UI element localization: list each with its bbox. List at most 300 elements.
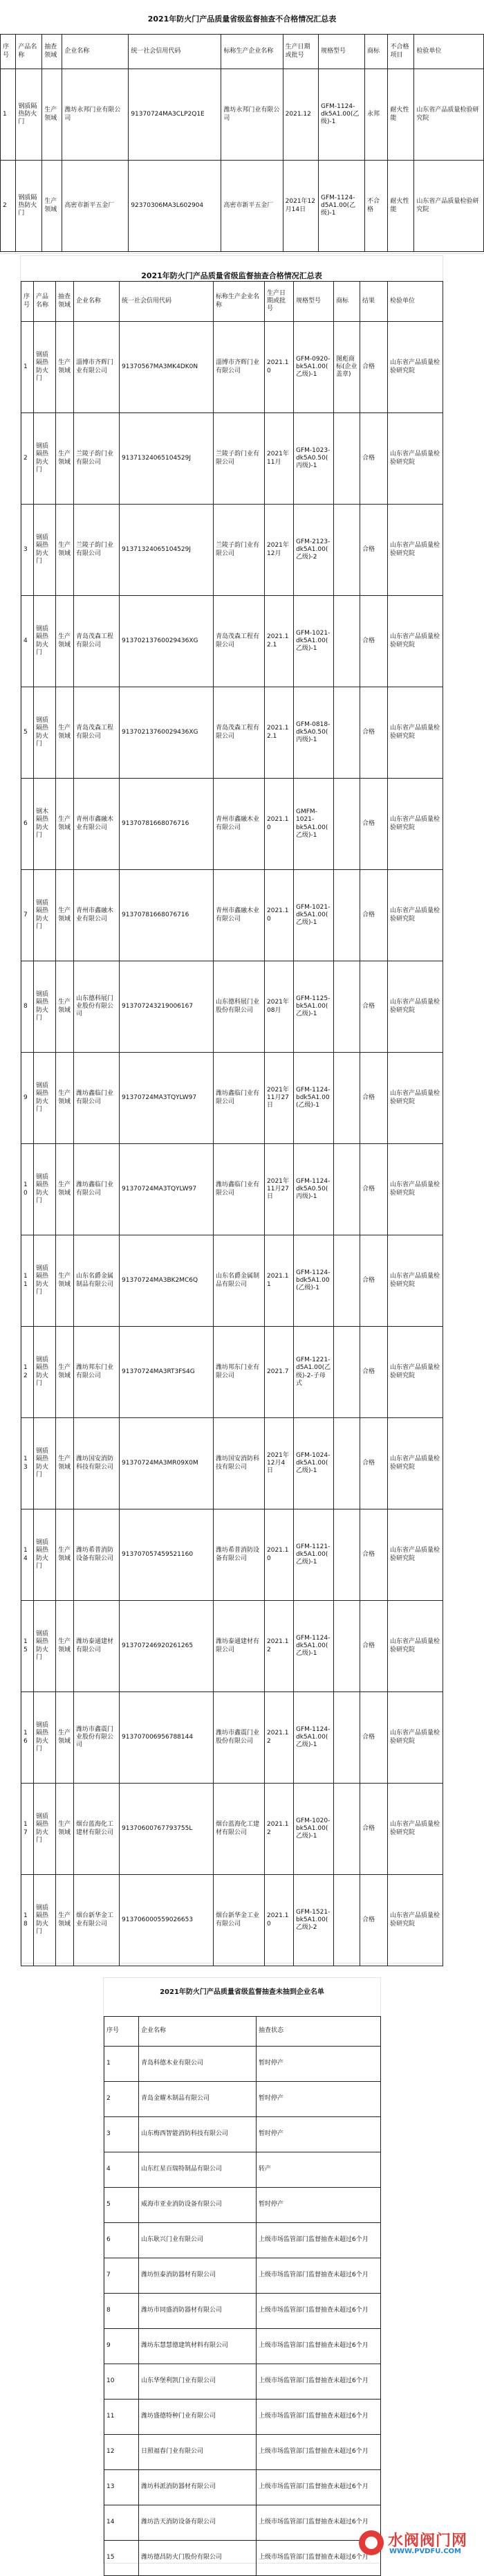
unqualified-summary-table <box>0 34 484 252</box>
table-header-row <box>1 35 484 69</box>
site-watermark <box>359 2526 480 2559</box>
table-cell: 山东省产品质量检验研究院 <box>388 1509 443 1601</box>
table-row <box>104 2505 381 2541</box>
table-row <box>21 1601 443 1692</box>
table-cell: GFM-1124-dk5A1.00(乙级)-1 <box>319 69 365 161</box>
table-cell: 91370781668076716 <box>120 779 214 870</box>
table-cell <box>334 1784 360 1875</box>
table-cell: 2021年11月 <box>265 413 294 505</box>
table-cell: 山东名爵金属制品有限公司 <box>74 1235 120 1327</box>
table-row <box>21 596 443 687</box>
table-cell: 91371324065104529J <box>120 413 214 505</box>
table-cell: 2021.11 <box>265 1235 294 1327</box>
table-cell: 2021.12.1 <box>265 596 294 687</box>
column-header: 抽查领域 <box>56 282 74 322</box>
column-header: 抽查领域 <box>42 35 62 69</box>
table-cell: 山东耿兴门业有限公司 <box>139 2223 257 2258</box>
table-cell: 钢质隔热防火门 <box>34 1053 56 1144</box>
table-cell: 913707243219006167 <box>120 961 214 1053</box>
table-cell: 上级市场监管部门监督抽查未超过6个月 <box>257 2329 381 2364</box>
column-header: 商标 <box>364 35 387 69</box>
table-cell: 生产领域 <box>56 596 74 687</box>
table-cell: 上级市场监管部门监督抽查未超过6个月 <box>257 2435 381 2470</box>
unqualified-summary-section <box>0 0 484 253</box>
table-cell: 钢质隔热防火门 <box>34 413 56 505</box>
table-cell: 14 <box>21 1509 34 1601</box>
table-cell: 永邦 <box>364 69 387 161</box>
table-cell: 生产领域 <box>56 1692 74 1784</box>
table-cell: 日照福春门业有限公司 <box>139 2435 257 2470</box>
column-header: 商标 <box>334 282 360 322</box>
table-cell: 潍坊希普消防设备有限公司 <box>214 1509 265 1601</box>
column-header: 企业名称 <box>139 2017 257 2047</box>
table-cell: 山东省产品质量检验研究院 <box>388 1418 443 1509</box>
table-row <box>104 2152 381 2188</box>
table-cell: 潍坊浩天消防设备有限公司 <box>139 2505 257 2541</box>
table-cell: 合格 <box>360 1053 388 1144</box>
table-row <box>1 69 484 161</box>
column-header: 抽查状态 <box>257 2017 381 2047</box>
qualified-summary-title: 2021年防火门产品质量省级监督抽查合格情况汇总表 <box>141 271 322 280</box>
table-row <box>21 1784 443 1875</box>
table-cell: 5 <box>21 687 34 779</box>
table-cell: GFM-1024-dk5A1.00(乙级)-1 <box>294 1418 334 1509</box>
table-cell: 合格 <box>360 1601 388 1692</box>
table-cell: 不合格 <box>364 161 387 252</box>
table-cell: 潍坊鑫临门业有限公司 <box>214 1144 265 1235</box>
table-cell: 91370724MA3CLP2Q1E <box>129 69 221 161</box>
table-row <box>21 779 443 870</box>
table-cell: 钢质隔热防火门 <box>34 505 56 596</box>
table-cell: 合格 <box>360 1692 388 1784</box>
table-cell <box>334 596 360 687</box>
table-cell: 钢质隔热防火门 <box>34 1418 56 1509</box>
table-cell: 潍坊市鑫震门业股份有限公司 <box>74 1692 120 1784</box>
table-cell: 山东省产品质量检验研究院 <box>388 779 443 870</box>
table-cell: 潍坊永邦门业有限公司 <box>221 69 283 161</box>
table-cell <box>334 1601 360 1692</box>
table-cell: 2021年12月4日 <box>265 1418 294 1509</box>
table-cell: 山东红星百瑞特制品有限公司 <box>139 2152 257 2188</box>
table-cell: 潍坊邦东门业有限公司 <box>74 1327 120 1418</box>
table-cell: 青州市鑫融木业有限公司 <box>214 870 265 961</box>
table-cell: GFM-1124-dk5A1.00(乙级)-1 <box>294 1692 334 1784</box>
table-cell: 兰陵子韵门业有限公司 <box>214 413 265 505</box>
table-cell: 山东梅西智能消防科技有限公司 <box>139 2117 257 2152</box>
table-cell: 青岛科德木业有限公司 <box>139 2047 257 2082</box>
table-cell: 山东德科展门业股份有限公司 <box>214 961 265 1053</box>
column-header: 统一社会信用代码 <box>120 282 214 322</box>
table-cell: 潍坊永邦门业有限公司 <box>62 69 129 161</box>
table-cell: 钢木隔热防火门 <box>34 779 56 870</box>
table-cell: 青岛茂森工程有限公司 <box>214 687 265 779</box>
table-cell: 兰陵子韵门业有限公司 <box>214 505 265 596</box>
table-cell: 山东德科展门业股份有限公司 <box>74 961 120 1053</box>
table-cell: 青岛茂森工程有限公司 <box>74 687 120 779</box>
table-cell: 91371324065104529J <box>120 505 214 596</box>
table-cell: 91370213760029436XG <box>120 687 214 779</box>
table-cell: 合格 <box>360 413 388 505</box>
table-cell: 山东省产品质量检验研究院 <box>388 1053 443 1144</box>
table-cell: GFM-1124-bdk5A1.00(乙级)-1 <box>294 1053 334 1144</box>
table-cell: 2021.12 <box>283 69 318 161</box>
table-row <box>21 870 443 961</box>
table-cell: 生产领域 <box>56 961 74 1053</box>
table-row <box>104 2082 381 2117</box>
table-cell: 18 <box>21 1875 34 1966</box>
table-cell: 山东省产品质量检验研究院 <box>388 322 443 413</box>
table-cell: 山东省产品质量检验研究院 <box>388 1601 443 1692</box>
table-cell: GFM-2123-dk5A1.00(乙级)-2 <box>294 505 334 596</box>
table-cell: GFM-1121-dk5A1.00(乙级)-1 <box>294 1509 334 1601</box>
table-cell: 耐火性能 <box>388 69 414 161</box>
table-cell: 2021.12 <box>265 1692 294 1784</box>
not-sampled-section <box>104 1978 380 2563</box>
table-cell: 生产领域 <box>56 505 74 596</box>
table-cell: 潍坊鑫临门业有限公司 <box>74 1144 120 1235</box>
table-cell: 合格 <box>360 870 388 961</box>
table-cell: 2021年12月 <box>265 505 294 596</box>
table-cell: 青岛金耀木制品有限公司 <box>139 2082 257 2117</box>
table-cell: 潍坊鑫临门业有限公司 <box>214 1053 265 1144</box>
table-cell: 生产领域 <box>42 69 62 161</box>
table-cell: 合格 <box>360 779 388 870</box>
table-cell: 2 <box>1 161 16 252</box>
table-cell <box>334 870 360 961</box>
table-row <box>104 2400 381 2435</box>
table-cell: 合格 <box>360 1235 388 1327</box>
table-cell: 6 <box>104 2223 139 2258</box>
table-cell: 青岛茂森工程有限公司 <box>214 596 265 687</box>
table-row <box>21 1327 443 1418</box>
table-cell: GFM-1124-bdk5A1.00(乙级)-1 <box>294 1235 334 1327</box>
table-cell <box>334 779 360 870</box>
table-cell: 2021年11月27日 <box>265 1053 294 1144</box>
table-cell: 生产领域 <box>56 1235 74 1327</box>
table-cell: 钢质隔热防火门 <box>34 322 56 413</box>
table-cell: 2021.12.1 <box>265 687 294 779</box>
table-cell: 山东省产品质量检验研究院 <box>414 161 484 252</box>
table-cell: 山东省产品质量检验研究院 <box>388 413 443 505</box>
table-row <box>21 1692 443 1784</box>
table-cell: 钢质隔热防火门 <box>34 1784 56 1875</box>
column-header: 序号 <box>1 35 16 69</box>
table-cell: 青州市鑫融木业有限公司 <box>74 870 120 961</box>
table-cell: 13 <box>21 1418 34 1509</box>
table-cell: 生产领域 <box>56 870 74 961</box>
table-cell: GFM-1021-dk5A1.00(乙级)-1 <box>294 870 334 961</box>
table-cell: 91370724MA3RT3FS4G <box>120 1327 214 1418</box>
table-cell: 生产领域 <box>56 1144 74 1235</box>
table-cell: 暂时停产 <box>257 2117 381 2152</box>
table-row <box>21 961 443 1053</box>
table-row <box>104 2364 381 2400</box>
table-cell: 烟台新华金工业有限公司 <box>74 1875 120 1966</box>
table-cell: 潍坊泰通建材有限公司 <box>214 1601 265 1692</box>
table-cell: 91370213760029436XG <box>120 596 214 687</box>
table-row <box>104 2541 381 2576</box>
table-row <box>104 2435 381 2470</box>
table-cell: 生产领域 <box>56 413 74 505</box>
table-cell: 钢质隔热防火门 <box>34 1327 56 1418</box>
column-header: 检验单位 <box>388 282 443 322</box>
table-cell: 山东省产品质量检验研究院 <box>388 1784 443 1875</box>
table-cell: 潍坊东慧慧德建筑材料有限公司 <box>139 2329 257 2364</box>
table-cell: 9 <box>21 1053 34 1144</box>
table-cell: 烟台新华金工业有限公司 <box>214 1875 265 1966</box>
unqualified-summary-title: 2021年防火门产品质量省级监督抽查不合格情况汇总表 <box>147 15 337 24</box>
table-cell: 图彪商标(企业盖章) <box>334 322 360 413</box>
table-cell <box>334 1053 360 1144</box>
table-cell: 2 <box>104 2082 139 2117</box>
table-cell: 山东省产品质量检验研究院 <box>388 505 443 596</box>
table-cell: GFM-0920-bk5A1.00(乙级)-1 <box>294 322 334 413</box>
table-cell: 12 <box>104 2435 139 2470</box>
table-cell: 生产领域 <box>56 1509 74 1601</box>
table-cell: 合格 <box>360 961 388 1053</box>
table-cell: 91370724MA3MR09X0M <box>120 1418 214 1509</box>
table-cell: 潍坊盛德特种门业有限公司 <box>139 2400 257 2435</box>
table-cell: GFM-1125-bk5A1.00(乙级)-1 <box>294 961 334 1053</box>
table-row <box>104 2223 381 2258</box>
table-cell: GFM-1521-bk5A1.00(乙级)-2 <box>294 1875 334 1966</box>
table-cell: 2021.10 <box>265 870 294 961</box>
table-cell: 上级市场监管部门监督抽查未超过6个月 <box>257 2364 381 2400</box>
table-cell <box>334 1327 360 1418</box>
table-cell: 8 <box>104 2294 139 2329</box>
table-cell: 山东省产品质量检验研究院 <box>414 69 484 161</box>
table-cell: 10 <box>104 2364 139 2400</box>
table-row <box>21 1418 443 1509</box>
table-cell <box>334 961 360 1053</box>
table-cell: 上级市场监管部门监督抽查未超过6个月 <box>257 2541 381 2576</box>
table-row <box>1 161 484 252</box>
table-cell: 青州市鑫融木业有限公司 <box>74 779 120 870</box>
table-cell: 兰陵子韵门业有限公司 <box>74 505 120 596</box>
table-cell: 钢质隔热防火门 <box>34 1692 56 1784</box>
table-cell: 钢质隔热防火门 <box>34 687 56 779</box>
table-cell: 生产领域 <box>42 161 62 252</box>
table-row <box>104 2294 381 2329</box>
table-cell: 91370724MA3TQYLW97 <box>120 1053 214 1144</box>
table-cell <box>334 1509 360 1601</box>
table-cell: 山东省产品质量检验研究院 <box>388 687 443 779</box>
table-cell: 91370600767793755L <box>120 1784 214 1875</box>
table-cell: 山东省产品质量检验研究院 <box>388 1692 443 1784</box>
table-row <box>21 1144 443 1235</box>
table-cell: 生产领域 <box>56 1601 74 1692</box>
table-cell: 潍坊科派消防器材有限公司 <box>139 2470 257 2505</box>
table-cell: 潍坊国安消防科技有限公司 <box>214 1418 265 1509</box>
table-cell: 潍坊市鑫震门业股份有限公司 <box>214 1692 265 1784</box>
column-header: 统一社会信用代码 <box>129 35 221 69</box>
table-cell: 合格 <box>360 1418 388 1509</box>
table-cell: 暂时停产 <box>257 2047 381 2082</box>
column-header: 不合格项目 <box>388 35 414 69</box>
table-cell: 913707057459521160 <box>120 1509 214 1601</box>
table-cell: 山东华堡利凯门业有限公司 <box>139 2364 257 2400</box>
table-cell: 生产领域 <box>56 779 74 870</box>
table-cell: GFM-1124-d5A1.00(乙级)-1 <box>319 161 365 252</box>
table-cell: 91370724MA3BK2MC6Q <box>120 1235 214 1327</box>
column-header: 企业名称 <box>74 282 120 322</box>
not-sampled-table <box>104 2016 381 2576</box>
not-sampled-title: 2021年防火门产品质量省级监督抽查未抽到企业名单 <box>160 1988 324 1996</box>
table-cell: GFM-1020-bk5A1.00(乙级)-1 <box>294 1784 334 1875</box>
table-row <box>104 2117 381 2152</box>
table-cell: 淄博市齐辉门业有限公司 <box>74 322 120 413</box>
table-cell: 山东省产品质量检验研究院 <box>388 870 443 961</box>
table-cell <box>334 1144 360 1235</box>
table-cell: 913706000559026653 <box>120 1875 214 1966</box>
table-cell: 潍坊市同盛消防器材有限公司 <box>139 2294 257 2329</box>
table-cell: 2021年11月27日 <box>265 1144 294 1235</box>
table-cell: 山东省产品质量检验研究院 <box>388 1875 443 1966</box>
table-cell: 山东省产品质量检验研究院 <box>388 1144 443 1235</box>
table-cell: 91370781668076716 <box>120 870 214 961</box>
column-header: 序号 <box>104 2017 139 2047</box>
table-cell <box>334 1235 360 1327</box>
watermark-url: WWW.PVDFU.COM <box>389 2548 461 2555</box>
table-row <box>104 2470 381 2505</box>
table-cell: 潍坊邦东门业有限公司 <box>214 1327 265 1418</box>
table-cell: 钢质隔热防火门 <box>16 161 42 252</box>
table-cell: 生产领域 <box>56 687 74 779</box>
table-cell: 生产领域 <box>56 322 74 413</box>
table-cell: 3 <box>104 2117 139 2152</box>
table-cell: 9 <box>104 2329 139 2364</box>
column-header: 序号 <box>21 282 34 322</box>
table-cell <box>334 1418 360 1509</box>
column-header: 产品名称 <box>34 282 56 322</box>
table-cell: 转产 <box>257 2152 381 2188</box>
table-cell: 高密市新平五金厂 <box>62 161 129 252</box>
table-header-row <box>21 282 443 322</box>
table-cell: 青州市鑫融木业有限公司 <box>214 779 265 870</box>
table-row <box>21 1875 443 1966</box>
table-cell: 钢质隔热防火门 <box>16 69 42 161</box>
table-cell: 11 <box>104 2400 139 2435</box>
table-cell: 15 <box>104 2541 139 2576</box>
qualified-summary-section <box>21 256 443 1963</box>
table-cell <box>334 1692 360 1784</box>
table-cell: 潍坊希普消防设备有限公司 <box>74 1509 120 1601</box>
table-cell: 2021.10 <box>265 322 294 413</box>
table-cell: 合格 <box>360 687 388 779</box>
table-cell: 1 <box>1 69 16 161</box>
column-header: 检验单位 <box>414 35 484 69</box>
qualified-summary-table <box>21 281 443 1966</box>
table-cell: 上级市场监管部门监督抽查未超过6个月 <box>257 2223 381 2258</box>
brand-logo-icon <box>359 2530 384 2555</box>
table-cell: 合格 <box>360 1144 388 1235</box>
table-cell: 合格 <box>360 322 388 413</box>
table-row <box>21 687 443 779</box>
table-cell: 2021年08月 <box>265 961 294 1053</box>
table-row <box>21 1235 443 1327</box>
column-header: 产品名称 <box>16 35 42 69</box>
table-row <box>104 2258 381 2294</box>
table-cell: 合格 <box>360 505 388 596</box>
table-cell: 潍坊国安消防科技有限公司 <box>74 1418 120 1509</box>
table-cell: GFM-1023-dk5A0.50(丙级)-1 <box>294 413 334 505</box>
table-cell: GMFM-1021-bk5A1.00(乙级)-1 <box>294 779 334 870</box>
table-cell: 暂时停产 <box>257 2082 381 2117</box>
table-cell: GFM-1124-dk5A0.50(丙级)-1 <box>294 1144 334 1235</box>
column-header: 结果 <box>360 282 388 322</box>
table-cell: 3 <box>21 505 34 596</box>
table-cell: 山东省产品质量检验研究院 <box>388 596 443 687</box>
table-cell: 上级市场监管部门监督抽查未超过6个月 <box>257 2294 381 2329</box>
table-cell: 高密市新平五金厂 <box>221 161 283 252</box>
table-header-row <box>104 2017 381 2047</box>
table-cell: 潍坊泰通建材有限公司 <box>74 1601 120 1692</box>
table-cell: 合格 <box>360 1327 388 1418</box>
table-cell: 合格 <box>360 1784 388 1875</box>
table-cell: GFM-1124-dk5A1.00(乙级)-1 <box>294 1601 334 1692</box>
column-header: 标称生产企业名称 <box>214 282 265 322</box>
table-cell: 2021.10 <box>265 1875 294 1966</box>
table-cell: 92370306MA3L602904 <box>129 161 221 252</box>
table-cell: 1 <box>104 2047 139 2082</box>
table-cell: 上级市场监管部门监督抽查未超过6个月 <box>257 2258 381 2294</box>
table-row <box>21 1509 443 1601</box>
column-header: 规格型号 <box>319 35 365 69</box>
column-header: 企业名称 <box>62 35 129 69</box>
table-cell: 青岛茂森工程有限公司 <box>74 596 120 687</box>
table-cell: 兰陵子韵门业有限公司 <box>74 413 120 505</box>
table-cell: 13 <box>104 2470 139 2505</box>
table-cell: 生产领域 <box>56 1418 74 1509</box>
table-cell: 91370567MA3MK4DK0N <box>120 322 214 413</box>
table-cell: 上级市场监管部门监督抽查未超过6个月 <box>257 2400 381 2435</box>
table-cell: 钢质隔热防火门 <box>34 1235 56 1327</box>
table-cell: 合格 <box>360 1875 388 1966</box>
table-cell: 生产领域 <box>56 1784 74 1875</box>
table-cell: 7 <box>21 870 34 961</box>
table-cell: 5 <box>104 2188 139 2223</box>
table-cell: 钢质隔热防火门 <box>34 1144 56 1235</box>
table-cell: 潍坊鑫临门业有限公司 <box>74 1053 120 1144</box>
table-cell: 山东省产品质量检验研究院 <box>388 1235 443 1327</box>
column-header: 标称生产企业名称 <box>221 35 283 69</box>
table-cell: 2021.10 <box>265 779 294 870</box>
table-cell: 生产领域 <box>56 1875 74 1966</box>
table-cell: 14 <box>104 2505 139 2541</box>
table-cell: 钢质隔热防火门 <box>34 1601 56 1692</box>
table-cell: 钢质隔热防火门 <box>34 1509 56 1601</box>
column-header: 生产日期或批号 <box>265 282 294 322</box>
table-row <box>104 2188 381 2223</box>
table-cell: 4 <box>21 596 34 687</box>
table-cell: 2021.10 <box>265 1509 294 1601</box>
table-cell: 17 <box>21 1784 34 1875</box>
table-cell: 合格 <box>360 1509 388 1601</box>
watermark-brand: 水阀阀门网 <box>388 2532 468 2550</box>
table-cell: GFM-1221-d5A1.00(乙级)-2-子母式 <box>294 1327 334 1418</box>
table-cell: 91370724MA3TQYLW97 <box>120 1144 214 1235</box>
table-cell: 山东省产品质量检验研究院 <box>388 1327 443 1418</box>
table-cell: 2021年12月14日 <box>283 161 318 252</box>
table-cell: 6 <box>21 779 34 870</box>
table-row <box>104 2329 381 2364</box>
table-cell: 潍坊恒泰消防器材有限公司 <box>139 2258 257 2294</box>
table-cell: 暂时停产 <box>257 2188 381 2223</box>
table-cell: 钢质隔热防火门 <box>34 961 56 1053</box>
table-cell: 钢质隔热防火门 <box>34 596 56 687</box>
table-cell: 潍坊德昌防火门股份有限公司 <box>139 2541 257 2576</box>
table-cell: 烟台蓝海化工建材有限公司 <box>74 1784 120 1875</box>
